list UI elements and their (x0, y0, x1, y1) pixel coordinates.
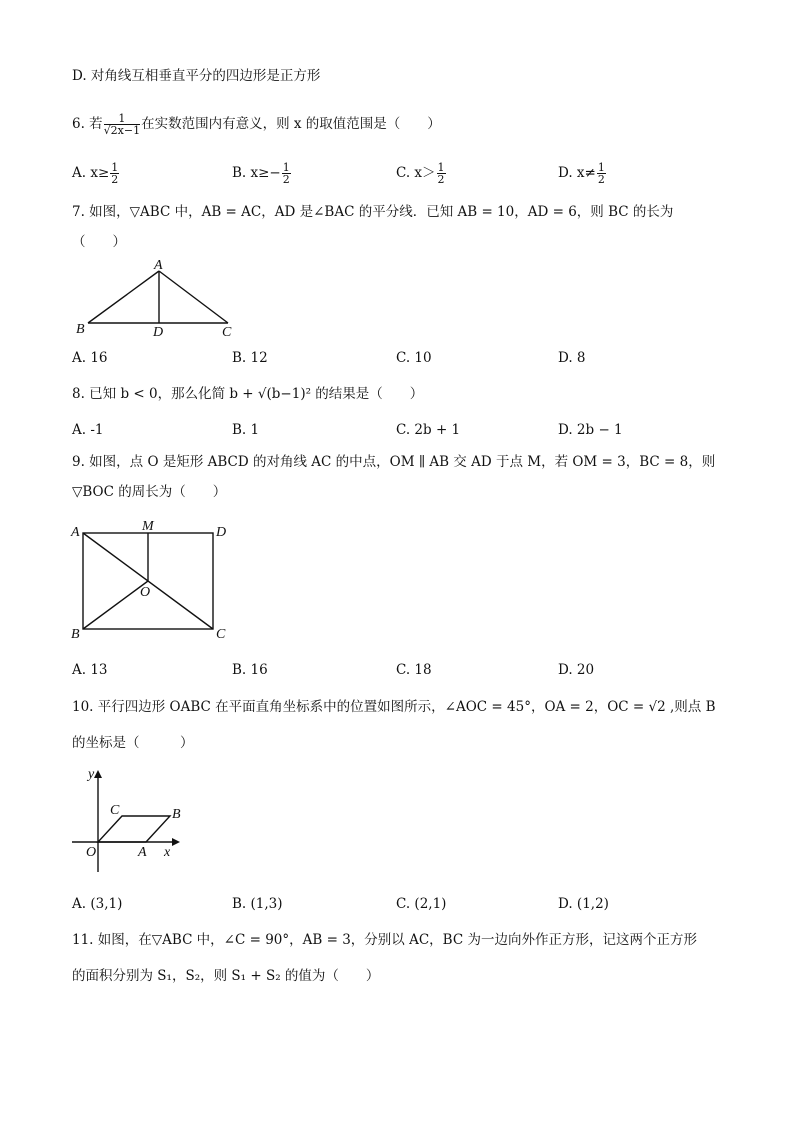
half-den: 2 (597, 173, 605, 186)
q9-label-o: O (140, 585, 151, 600)
q10-stem-line1: 10. 平行四边形 OABC 在平面直角坐标系中的位置如图所示，∠AOC = 45°，OA = 2，OC = √2 ,则点 B (72, 699, 716, 715)
q9-label-a: A (71, 525, 80, 540)
q7-option-c: C. 10 (396, 350, 432, 366)
q6-option-c (396, 162, 447, 185)
half-num: 1 (597, 161, 605, 174)
q10-option-c: C. (2,1) (396, 896, 447, 912)
q10-coordinate-figure (68, 764, 198, 876)
q7-triangle-figure (70, 256, 250, 338)
q11-stem-line2: 的面积分别为 S₁，S₂，则 S₁ + S₂ 的值为（ ） (72, 968, 380, 984)
q7-label-c: C (222, 325, 232, 338)
q6-option-c-label: C. x＞ (396, 165, 436, 181)
q7-label-d: D (153, 325, 164, 338)
q8-stem: 8. 已知 b < 0，那么化简 b + √(b−1)² 的结果是（ ） (72, 386, 424, 402)
q6-option-b-label: B. x≥− (232, 165, 281, 181)
q7-side-ac (159, 271, 228, 323)
q6-stem (72, 108, 441, 140)
q9-stem-line2: ▽BOC 的周长为（ ） (72, 484, 227, 500)
q10-option-a: A. (3,1) (72, 896, 123, 912)
half-den: 2 (111, 173, 119, 186)
q8-option-d: D. 2b − 1 (558, 422, 623, 438)
q9-option-c: C. 18 (396, 662, 432, 678)
q10-label-x: x (164, 845, 171, 860)
y-axis-arrow (94, 770, 102, 778)
q6-half (597, 162, 606, 185)
q6-prefix: 6. 若 (72, 116, 103, 132)
q9-label-c: C (216, 627, 226, 642)
q9-option-d: D. 20 (558, 662, 595, 678)
q6-fraction (104, 113, 140, 136)
q6-option-b (232, 162, 292, 185)
q7-option-d: D. 8 (558, 350, 586, 366)
q8-option-b: B. 1 (232, 422, 260, 438)
q10-parallelogram-oabc (98, 816, 170, 842)
q7-option-b: B. 12 (232, 350, 268, 366)
q7-label-a: A (154, 258, 163, 273)
half-num: 1 (437, 161, 445, 174)
q6-suffix: 在实数范围内有意义，则 x 的取值范围是（ ） (141, 116, 441, 132)
q10-label-y: y (88, 767, 95, 782)
q10-label-b: B (172, 807, 181, 822)
half-num: 1 (282, 161, 290, 174)
q6-half (110, 162, 119, 185)
q7-label-b: B (76, 322, 85, 337)
q11-stem-line1: 11. 如图，在▽ABC 中，∠C = 90°，AB = 3，分别以 AC，BC 为一边向外作正方形，记这两个正方形 (72, 932, 697, 948)
q6-half (437, 162, 446, 185)
q9-label-m: M (142, 519, 154, 534)
q5-option-d: D. 对角线互相垂直平分的四边形是正方形 (72, 68, 321, 84)
q10-option-b: B. (1,3) (232, 896, 283, 912)
q9-label-b: B (71, 627, 80, 642)
q9-segment-bo (83, 581, 151, 629)
q9-option-b: B. 16 (232, 662, 268, 678)
q6-fraction-num: 1 (104, 113, 140, 125)
q7-side-ab (88, 271, 159, 323)
q6-half (282, 162, 291, 185)
q9-stem-line1: 9. 如图，点 O 是矩形 ABCD 的对角线 AC 的中点，OM ∥ AB 交 AD 于点 M，若 OM = 3，BC = 8，则 (72, 454, 716, 470)
q8-option-c: C. 2b + 1 (396, 422, 461, 438)
half-den: 2 (437, 173, 445, 186)
q9-label-d: D (216, 525, 227, 540)
q6-option-d (558, 162, 607, 185)
half-den: 2 (282, 173, 290, 186)
q6-option-a (72, 162, 120, 185)
x-axis-arrow (172, 838, 180, 846)
q7-stem-line2: （ ） (72, 234, 126, 250)
q8-option-a: A. -1 (72, 422, 104, 438)
q10-label-a: A (138, 845, 147, 860)
q6-option-a-label: A. x≥ (72, 165, 110, 181)
q9-option-a: A. 13 (72, 662, 108, 678)
q10-label-c: C (110, 803, 120, 818)
q10-label-o: O (86, 845, 97, 860)
q6-option-d-label: D. x≠ (558, 165, 596, 181)
half-num: 1 (111, 161, 119, 174)
q7-option-a: A. 16 (72, 350, 108, 366)
q7-stem-line1: 7. 如图，▽ABC 中，AB = AC，AD 是∠BAC 的平分线．已知 AB = 10，AD = 6，则 BC 的长为 (72, 204, 674, 220)
q10-option-d: D. (1,2) (558, 896, 609, 912)
q9-rectangle-figure (66, 514, 236, 644)
q6-fraction-den: √2x−1 (103, 124, 141, 137)
q10-stem-line2: 的坐标是（ ） (72, 735, 194, 751)
